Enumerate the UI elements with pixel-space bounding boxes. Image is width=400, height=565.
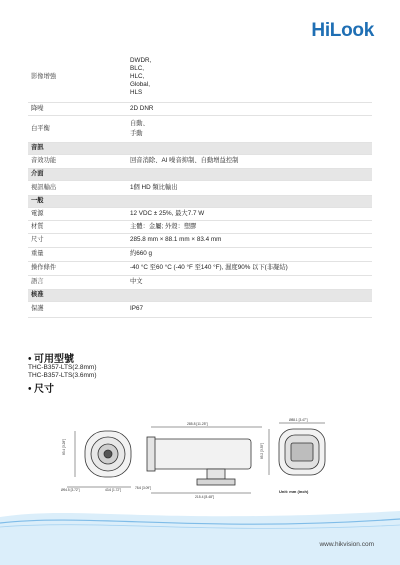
spec-key: 視訊輸出 bbox=[28, 180, 127, 195]
spec-section-label: 核准 bbox=[28, 289, 372, 301]
spec-row bbox=[28, 275, 372, 289]
spec-value bbox=[127, 233, 372, 247]
spec-key: 電源 bbox=[28, 207, 127, 220]
spec-row bbox=[28, 301, 372, 317]
spec-row bbox=[28, 261, 372, 275]
spec-value bbox=[127, 115, 372, 142]
spec-value bbox=[127, 220, 372, 233]
spec-row bbox=[28, 52, 372, 102]
spec-row bbox=[28, 102, 372, 115]
spec-key: 重量 bbox=[28, 247, 127, 261]
spec-row bbox=[28, 247, 372, 261]
spec-value-line: 主體：金屬; 外殼：塑膠 bbox=[130, 222, 197, 230]
front-view bbox=[67, 431, 131, 487]
spec-value-line: 回音消除、AI 噪音抑制、自動增益控制 bbox=[130, 157, 239, 164]
spec-key: 語言 bbox=[28, 275, 127, 289]
spec-key: 降噪 bbox=[28, 102, 127, 115]
spec-value-line: 自動、 bbox=[130, 119, 149, 127]
spec-row bbox=[28, 220, 372, 233]
spec-row bbox=[28, 115, 372, 142]
spec-value-line: IP67 bbox=[130, 305, 143, 312]
spec-section-header bbox=[28, 168, 372, 180]
spec-section-label: 音訊 bbox=[28, 142, 372, 154]
rear-view bbox=[269, 423, 325, 475]
dimension-drawing bbox=[57, 395, 343, 503]
spec-row bbox=[28, 154, 372, 168]
spec-key: 操作條件 bbox=[28, 261, 127, 275]
spec-value bbox=[127, 52, 372, 102]
spec-value-line: 中文 bbox=[130, 278, 143, 285]
spec-table bbox=[28, 52, 372, 318]
dimensions-heading: • 尺寸 bbox=[28, 384, 55, 395]
dim-label-w1: 43.6 [1.72"] bbox=[105, 488, 122, 492]
unit-label: Unit: mm (inch) bbox=[279, 489, 309, 494]
spec-value-line: 手動 bbox=[130, 129, 143, 137]
spec-key: 保護 bbox=[28, 301, 127, 317]
dim-label-base-d: Ø94.5 [3.72"] bbox=[61, 488, 80, 492]
spec-value bbox=[127, 180, 372, 195]
spec-value bbox=[127, 261, 372, 275]
footer-wave bbox=[0, 505, 400, 565]
spec-value bbox=[127, 247, 372, 261]
spec-value-line: Global, bbox=[130, 80, 150, 88]
spec-value bbox=[127, 154, 372, 168]
spec-value-line: -40 °C 至60 °C (-40 °F 至140 °F), 濕度90% 以下(非凝結) bbox=[130, 264, 288, 271]
spec-value bbox=[127, 102, 372, 115]
model-item: THC-B357-LTS(3.6mm) bbox=[28, 372, 97, 379]
dim-label-w2: 78.6 [3.09"] bbox=[135, 486, 152, 490]
hilook-logo: HiLook bbox=[311, 20, 374, 41]
model-item: THC-B357-LTS(2.8mm) bbox=[28, 364, 97, 371]
spec-row bbox=[28, 233, 372, 247]
dim-label-side-len: 215.4 [8.48"] bbox=[195, 495, 215, 499]
spec-key: 影像增強 bbox=[28, 52, 127, 102]
spec-value bbox=[127, 275, 372, 289]
spec-value bbox=[127, 301, 372, 317]
spec-row bbox=[28, 207, 372, 220]
spec-value-line: HLC, bbox=[130, 72, 145, 80]
spec-section-label: 一般 bbox=[28, 195, 372, 207]
dim-label-top-len: 285.8 [11.25"] bbox=[187, 422, 208, 426]
dim-label-h1: 83.4 [3.28"] bbox=[62, 438, 66, 455]
spec-value-line: BLC, bbox=[130, 64, 144, 72]
spec-row bbox=[28, 180, 372, 195]
spec-section-header bbox=[28, 289, 372, 301]
spec-section-header bbox=[28, 195, 372, 207]
spec-value bbox=[127, 207, 372, 220]
spec-value-line: 1個 HD 類比輸出 bbox=[130, 183, 178, 191]
spec-key: 音效功能 bbox=[28, 154, 127, 168]
spec-section-header bbox=[28, 142, 372, 154]
spec-value-line: 285.8 mm × 88.1 mm × 83.4 mm bbox=[130, 236, 222, 243]
spec-value-line: DWDR, bbox=[130, 56, 152, 64]
website-url: www.hikvision.com bbox=[319, 541, 374, 548]
spec-value-line: 12 VDC ± 25%, 最大7.7 W bbox=[130, 209, 205, 217]
spec-value-line: 2D DNR bbox=[130, 104, 154, 112]
spec-value-line: 約660 g bbox=[130, 250, 153, 257]
spec-key: 白平衡 bbox=[28, 115, 127, 142]
side-view bbox=[147, 427, 262, 493]
spec-value-line: HLS bbox=[130, 88, 143, 96]
dim-label-h2: 85.2 [3.35"] bbox=[260, 442, 264, 459]
spec-key: 尺寸 bbox=[28, 233, 127, 247]
spec-key: 材質 bbox=[28, 220, 127, 233]
spec-section-label: 介面 bbox=[28, 168, 372, 180]
models-heading: • 可用型號 bbox=[28, 354, 75, 365]
dim-label-lens-d: Ø88.1 [3.47"] bbox=[289, 418, 308, 422]
